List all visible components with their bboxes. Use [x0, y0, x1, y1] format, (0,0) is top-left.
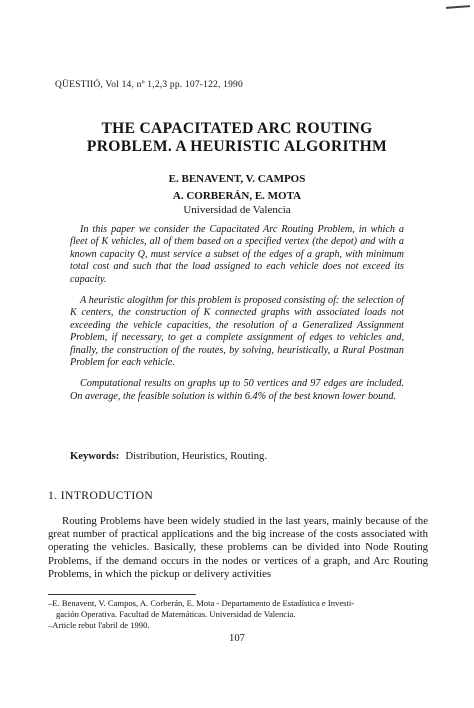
authors-line-2: A. CORBERÁN, E. MOTA: [172, 190, 302, 202]
footnote-line-3: –Article rebut l'abril de 1990.: [48, 619, 150, 630]
section-heading-introduction: 1. INTRODUCTION: [48, 489, 154, 502]
footnote-divider: [48, 594, 196, 595]
keywords-label: Keywords:: [70, 451, 120, 462]
footnotes: [48, 598, 428, 630]
authors: [40, 171, 434, 205]
scan-mark: [446, 5, 470, 9]
introduction-text: [48, 515, 428, 581]
authors-line-1: E. BENAVENT, V. CAMPOS: [168, 173, 306, 185]
footnote-line-1: –E. Benavent, V. Campos, A. Corberán, E. Mota - Departamento de Estadística e Investi-: [48, 598, 355, 608]
abstract: [70, 224, 404, 412]
footnote-line-2: gación Operativa. Facultad de Matemáticas. Universidad de Valencia.: [56, 608, 296, 619]
abstract-paragraph-1: In this paper we consider the Capacitated Arc Routing Problem, in which a fleet of K vehicles, all of them based on a specified vertex (the depot) and with a known capacity Q, must service a subset of the edges of a graph, with minimum total cost and such that the load assigned to each vehicle does not exceed its capacity.: [70, 224, 404, 285]
affiliation: Universidad de Valencia: [183, 204, 291, 216]
title-line-2: PROBLEM. A HEURISTIC ALGORITHM: [86, 138, 388, 155]
keywords: [70, 451, 404, 462]
abstract-paragraph-2: A heuristic alogithm for this problem is proposed consisting of: the selection of K centers, the construction of K connected graphs with associated loads not exceeding the vehicle capacities, the resolution of a Generalized Assignment Problem, if necessary, to get a complete assignment of edges to vehicles and, finally, the construction of the routes, by solving, heuristically, a Rural Postman Problem for each vehicle.: [70, 295, 404, 369]
journal-header: QÜESTIIÓ, Vol 14, nº 1,2,3 pp. 107-122, 1990: [55, 80, 243, 90]
introduction-paragraph: Routing Problems have been widely studied in the last years, mainly because of the great number of practical applications and the big increase of the costs associated with operating the vehicles. Basically, these problems can be divided into Node Routing Problems, if the demand occurs in the nodes or vertices of a graph, and Arc Routing Problems, in which the pickup or delivery activities: [48, 515, 428, 580]
title-line-1: THE CAPACITATED ARC ROUTING: [101, 120, 373, 137]
page-number: 107: [229, 633, 245, 644]
paper-title: [40, 120, 434, 156]
keywords-value: Distribution, Heuristics, Routing.: [125, 451, 267, 462]
abstract-paragraph-3: Computational results on graphs up to 50 vertices and 97 edges are included. On average, the feasible solution is within 6.4% of the best known lower bound.: [70, 378, 404, 402]
